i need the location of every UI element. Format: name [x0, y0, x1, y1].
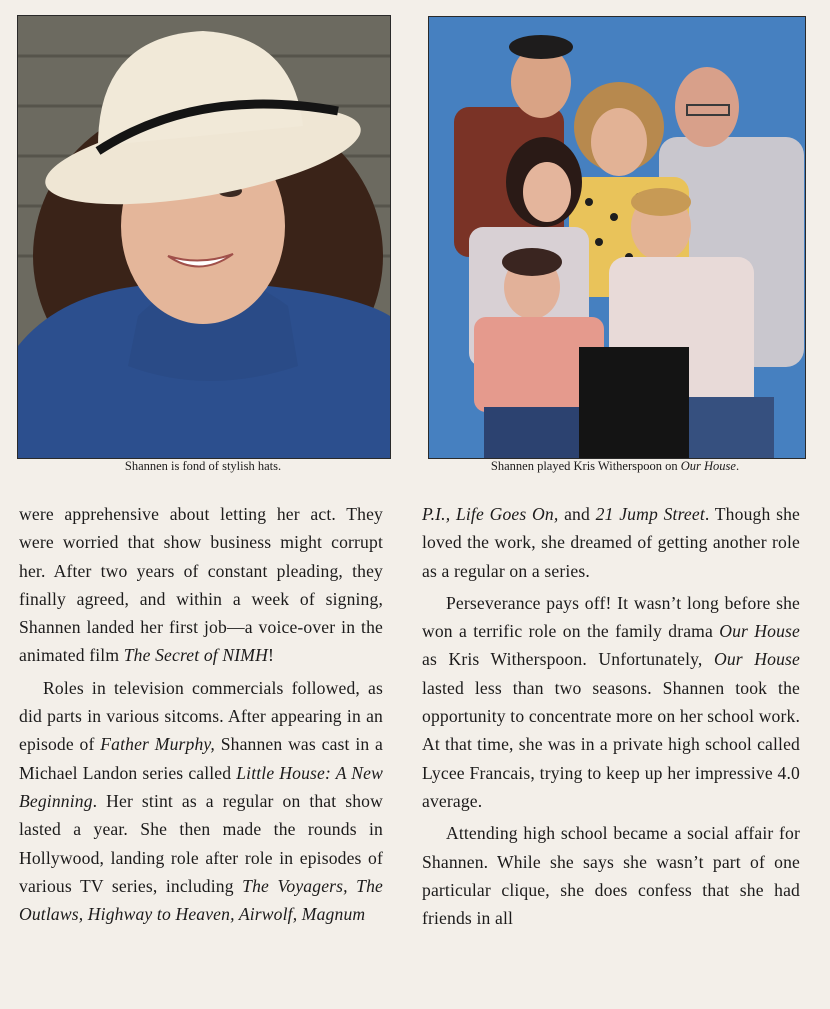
title-our-house: Our House	[719, 621, 800, 642]
paragraph	[19, 674, 383, 929]
photo-our-house-cast	[428, 16, 806, 459]
text-run: lasted less than two seasons. Shannen took the opportunity to concentrate more on her school work. At that time, she was in a private high school called Lycee Francais, trying to keep up her impressive 4.0 average.	[422, 677, 800, 811]
caption-right-title: Our House	[680, 459, 736, 473]
title-father-murphy: Father Murphy,	[100, 734, 215, 755]
caption-right-prefix: Shannen played Kris Witherspoon on	[490, 459, 681, 473]
text-run: were apprehensive about letting her act. They were worried that show business might corrupt her. After two years of constant pleading, they finally agreed, and within a week of signing, Shannen landed her first job—a voice-over in the animated film	[19, 504, 383, 666]
title-secret-of-nimh: The Secret of NIMH	[123, 645, 268, 666]
caption-right-suffix: .	[735, 459, 740, 473]
title-series-list: The Voyagers, The Outlaws, Highway to Heaven, Airwolf, Magnum	[19, 875, 383, 925]
text-run: !	[267, 645, 274, 666]
text-run: Shannen was cast in a Michael Landon series called	[19, 734, 384, 783]
photo-our-house-cast-illustration	[429, 17, 805, 458]
title-little-house: Little House: A New Beginning	[19, 762, 384, 811]
photo-shannen-hat-illustration	[18, 16, 390, 458]
text-column-left	[19, 500, 383, 928]
text-run: . Though she loved the work, she dreamed of getting another role as a regular on a series.	[422, 504, 800, 581]
paragraph	[422, 589, 800, 815]
paragraph	[19, 500, 383, 670]
photo-caption-left: Shannen is fond of stylish hats.	[124, 459, 282, 473]
text-run: as Kris Witherspoon. Unfortunately,	[422, 649, 714, 670]
paragraph	[422, 500, 800, 585]
photo-caption-right	[420, 459, 810, 474]
text-run: . Her stint as a regular on that show lasted a year. She then made the rounds in Hollywood, landing role after role in episodes of various TV series, including	[19, 790, 383, 896]
text-run: Perseverance pays off! It wasn’t long before she won a terrific role on the family drama	[422, 592, 800, 642]
title-21-jump-street: 21 Jump Street	[595, 504, 705, 524]
paragraph: Attending high school became a social affair for Shannen. While she says she wasn’t part of one particular clique, she does confess that she had friends in all	[422, 823, 800, 929]
text-column-right	[422, 500, 800, 932]
text-run: Roles in television commercials followed, as did parts in various sitcoms. After appearing in an episode of	[19, 677, 383, 755]
title-our-house: Our House	[713, 649, 800, 670]
text-run: and	[558, 504, 596, 524]
photo-shannen-hat	[17, 15, 391, 459]
title-magnum-life-goes-on: P.I., Life Goes On,	[422, 504, 559, 524]
